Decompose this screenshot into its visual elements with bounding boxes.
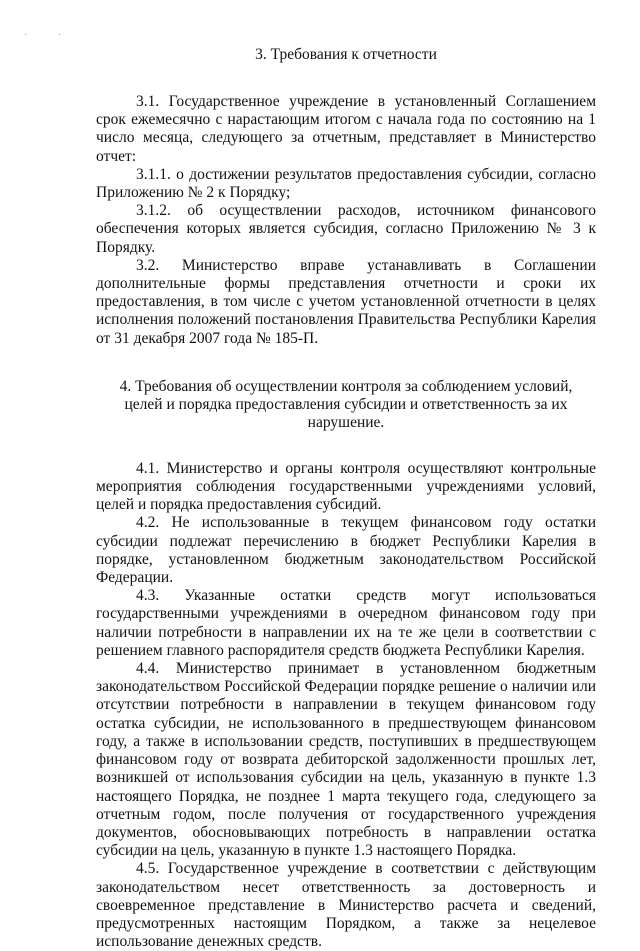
paragraph-3-1-2: 3.1.2. об осуществлении расходов, источником финансового обеспечения которых является субсидия, согласно Приложению № 3 к Порядку. <box>96 202 596 256</box>
paragraph-3-2: 3.2. Министерство вправе устанавливать в Соглашении дополнительные формы представления отчетности и сроки их предоставления, в том числе с учетом установленной отчетности в целях исполнения положений постановления Правительства Республики Карелия от 31 декабря 2007 года № 185-П. <box>96 256 596 347</box>
paragraph-4-2: 4.2. Не использованные в текущем финансовом году остатки субсидии подлежат перечислению в бюджет Республики Карелия в порядке, установленном бюджетным законодательством Российской Федерации. <box>96 514 596 587</box>
paragraph-4-4: 4.4. Министерство принимает в установленном бюджетным законодательством Российской Федерации порядке решение о наличии или отсутствии потребности в направлении в текущем финансовом году остатка субсидии, не использованного в предшествующем финансовом году, а также в использовании средств, поступивших в предшествующем финансовом году от возврата дебиторской задолженности прошлых лет, возникшей от использования субсидии на цель, указанную в пункте 1.3 настоящего Порядка, не позднее 1 марта текущего года, следующего за отчетным годом, после получения от государственного учреждения документов, обосновывающих потребность в направлении остатка субсидии на цель, указанную в пункте 1.3 настоящего Порядка. <box>96 660 596 860</box>
paragraph-3-1: 3.1. Государственное учреждение в установленный Соглашением срок ежемесячно с нарастающим итогом с начала года по состоянию на 1 число месяца, следующего за отчетным, представляет в Министерство отчет: <box>96 93 596 165</box>
paragraph-4-3: 4.3. Указанные остатки средств могут использоваться государственными учреждениями в очередном финансовом году при наличии потребности в направлении их на те же цели в соответствии с решением главного распорядителя средств бюджета Республики Карелия. <box>96 587 596 659</box>
section-4-heading: 4. Требования об осуществлении контроля за соблюдением условий, целей и порядка предоставления субсидии и ответственность за их нарушение. <box>119 377 573 431</box>
scan-specks: · · <box>24 30 76 41</box>
paragraph-4-5: 4.5. Государственное учреждение в соответствии с действующим законодательством несет ответственность за достоверность и своевременное представление в Министерство расчета и сведений, предусмотренных настоящим Порядком, а также за нецелевое использование денежных средств. <box>96 860 596 951</box>
paragraph-4-1: 4.1. Министерство и органы контроля осуществляют контрольные мероприятия соблюдения государственными учреждениями условий, целей и порядка предоставления субсидий. <box>96 459 596 514</box>
section-3-heading: 3. Требования к отчетности <box>255 46 437 63</box>
paragraph-3-1-1: 3.1.1. о достижении результатов предоставления субсидии, согласно Приложению № 2 к Порядку; <box>96 165 596 202</box>
